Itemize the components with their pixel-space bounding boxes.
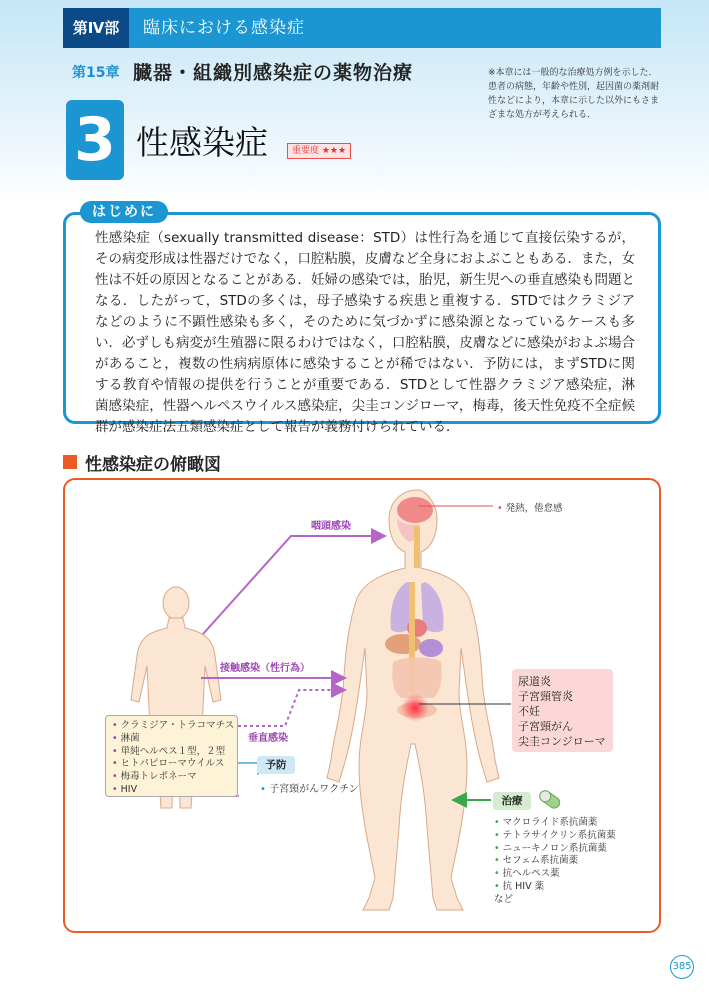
treatment-item: • 抗 HIV 薬 [494,881,616,894]
chapter-number: 第15章 [72,65,120,81]
prevention-tag: 予防 [257,756,295,774]
disease-list [512,669,613,752]
figure-heading [63,452,221,475]
section-title: 性感染症 [136,123,268,162]
fever-label: • 発熱，倦怠感 [497,503,563,514]
pathogen-item: • クラミジア・トラコマチス [112,720,237,733]
part-label: 第Ⅳ部 [63,8,129,48]
treatment-item: • 抗ヘルペス薬 [494,868,616,881]
infection-site-glow [401,694,429,722]
chapter-title: 臓器・組織別感染症の薬物治療 [133,62,414,84]
pharyngeal-label: 咽頭感染 [311,521,351,532]
vertical-arrow [238,690,343,726]
treatment-list [494,817,616,907]
pill-icon [538,789,562,811]
treatment-item: • ニューキノロン系抗菌薬 [494,843,616,856]
treatment-etc: など [494,893,514,905]
pathogen-item: • ヒトパピローマウイルス [112,758,237,771]
pathogen-item: • 単純ヘルペス１型，２型 [112,746,237,759]
vertical-label: 垂直感染 [248,733,288,744]
pathogen-item: • 淋菌 [112,733,237,746]
prevention-connector [238,763,258,775]
treatment-item: • セフェム系抗菌薬 [494,855,616,868]
disease-item: 不妊 [518,705,540,718]
pathogen-item: • HIV [112,784,237,797]
treatment-item: • テトラサイクリン系抗菌薬 [494,830,616,843]
pathogen-list [105,715,238,797]
importance-badge: 重要度 ★★★ [287,143,351,159]
disease-item: 子宮頸管炎 [518,690,573,703]
heading-square-icon [63,455,77,469]
prevention-item: • 子宮頸がんワクチン [260,780,359,795]
disease-item: 尿道炎 [518,675,551,688]
contact-label: 接触感染（性行為） [220,663,310,674]
figure-title: 性感染症の俯瞰図 [85,454,221,475]
section-number: 3 [66,100,124,180]
page-number: 385 [670,955,694,979]
intro-tag: はじめに [80,201,168,223]
treatment-tag: 治療 [493,792,531,810]
intro-text: 性感染症（sexually transmitted disease：STD）は性行為を通じて直接伝染するが，その病変形成は性器だけでなく，口腔粘膜，皮膚など全身におよぶこともある．また，女性は不妊の原因となることがある．妊婦の感染では，胎児，新生児への垂直感染も問題となる．したがって，STDの多くは，母子感染する疾患と重複する．STDではクラミジアなどのように不顕性感染も多く，そのために気づかずに感染源となっているケースも多い．必ずしも病変が生殖器に限るわけではなく，口腔粘膜，皮膚などに感染がおよぶ場合があること，複数の性病病原体に感染することが稀ではない．予防には，まずSTDに関する教育や情報の提供を行うことが重要である．STDとして性器クラミジア感染症，淋菌感染症，性器ヘルペスウイルス感染症，尖圭コンジローマ，梅毒，後天性免疫不全症候群が感染症法五類感染症として報告が義務付けられている． [95,230,635,435]
disease-item: 子宮頸がん [518,720,573,733]
pathogen-item: • 梅毒トレポネーマ [112,771,237,784]
disease-item: 尖圭コンジローマ [518,735,606,748]
treatment-item: • マクロライド系抗菌薬 [494,817,616,830]
chapter-note: ※本章には一般的な治療処方例を示した．患者の病態，年齢や性別，起因菌の薬剤耐性などにより，本章に示した以外にもさまざまな処方が考えられる． [488,68,660,120]
part-title: 臨床における感染症 [143,18,305,38]
